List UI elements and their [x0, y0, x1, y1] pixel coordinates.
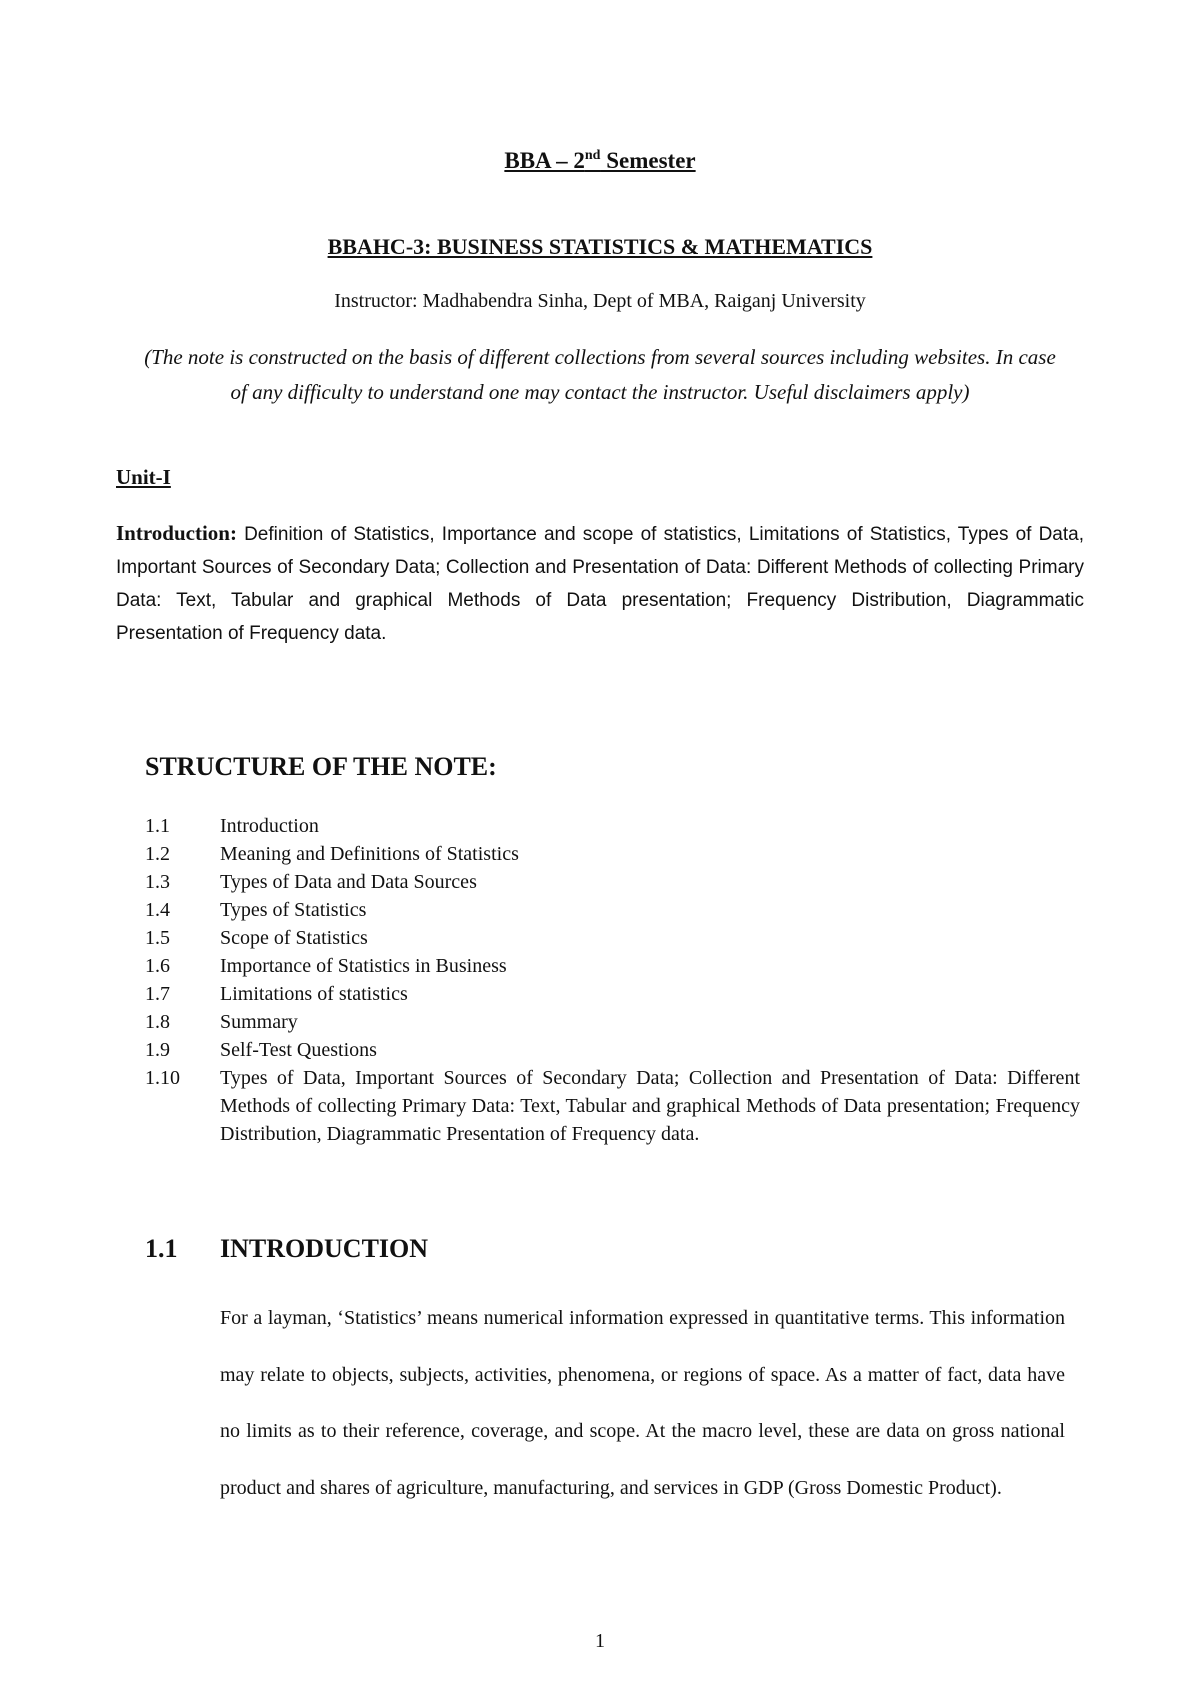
item-text: Limitations of statistics	[220, 983, 408, 1005]
disclaimer: (The note is constructed on the basis of different collections from several sources including websites. In case of any difficulty to understand one may contact the instructor. Useful disclaimers apply)	[144, 345, 1056, 404]
item-text: Summary	[220, 1011, 298, 1033]
structure-heading: STRUCTURE OF THE NOTE:	[145, 752, 497, 781]
list-item	[145, 868, 1080, 896]
intro-label: Introduction:	[116, 521, 237, 545]
item-number: 1.10	[145, 1067, 180, 1089]
item-text: Types of Data and Data Sources	[220, 871, 477, 893]
page-number: 1	[595, 1630, 605, 1652]
item-text: Introduction	[220, 815, 319, 837]
item-number: 1.8	[145, 1011, 170, 1033]
item-number: 1.4	[145, 899, 170, 921]
paper-title: BBAHC-3: BUSINESS STATISTICS & MATHEMATICS	[327, 234, 873, 259]
item-number: 1.6	[145, 955, 170, 977]
list-item	[145, 812, 1080, 840]
course-prefix: BBA – 2	[504, 148, 585, 173]
item-number: 1.7	[145, 983, 170, 1005]
section-heading	[145, 1234, 428, 1264]
item-number: 1.1	[145, 815, 170, 837]
section-number: 1.1	[145, 1234, 178, 1263]
intro-text: Definition of Statistics, Importance and scope of statistics, Limitations of Statistics, Types of Data, Important Sources of Secondary Data; Collection and Presentation of Data: Different Methods of collecting Primary Data: Text, Tabular and graphical Methods of Data presentation; Frequency Distribution, Diagrammatic Presentation of Frequency data.	[116, 524, 1084, 644]
item-text: Types of Data, Important Sources of Secondary Data; Collection and Presentation of Data: Different Methods of collecting Primary Data: Text, Tabular and graphical Methods of Data presentation; Frequency Distribution, Diagrammatic Presentation of Frequency data.	[220, 1067, 1080, 1145]
item-number: 1.5	[145, 927, 170, 949]
list-item	[145, 924, 1080, 952]
list-item	[145, 840, 1080, 868]
item-text: Self-Test Questions	[220, 1039, 377, 1061]
list-item	[145, 980, 1080, 1008]
section-title: INTRODUCTION	[220, 1234, 429, 1263]
section-body: For a layman, ‘Statistics’ means numerical information expressed in quantitative terms. This information may relate to objects, subjects, activities, phenomena, or regions of space. As a matter of fact, data have no limits as to their reference, coverage, and scope. At the macro level, these are data on gross national product and shares of agriculture, manufacturing, and services in GDP (Gross Domestic Product).	[220, 1307, 1065, 1499]
instructor-line: Instructor: Madhabendra Sinha, Dept of MBA, Raiganj University	[334, 290, 866, 312]
item-number: 1.3	[145, 871, 170, 893]
course-suffix: Semester	[600, 148, 696, 173]
item-number: 1.9	[145, 1039, 170, 1061]
list-item	[145, 1036, 1080, 1064]
list-item	[145, 1064, 1080, 1148]
course-title	[0, 148, 1200, 174]
unit-heading: Unit-I	[116, 465, 171, 489]
item-number: 1.2	[145, 843, 170, 865]
list-item	[145, 952, 1080, 980]
structure-list	[145, 812, 1080, 1148]
item-text: Scope of Statistics	[220, 927, 368, 949]
item-text: Types of Statistics	[220, 899, 367, 921]
list-item	[145, 1008, 1080, 1036]
item-text: Meaning and Definitions of Statistics	[220, 843, 519, 865]
unit-introduction	[116, 517, 1084, 650]
course-superscript: nd	[584, 148, 601, 163]
item-text: Importance of Statistics in Business	[220, 955, 507, 977]
list-item	[145, 896, 1080, 924]
